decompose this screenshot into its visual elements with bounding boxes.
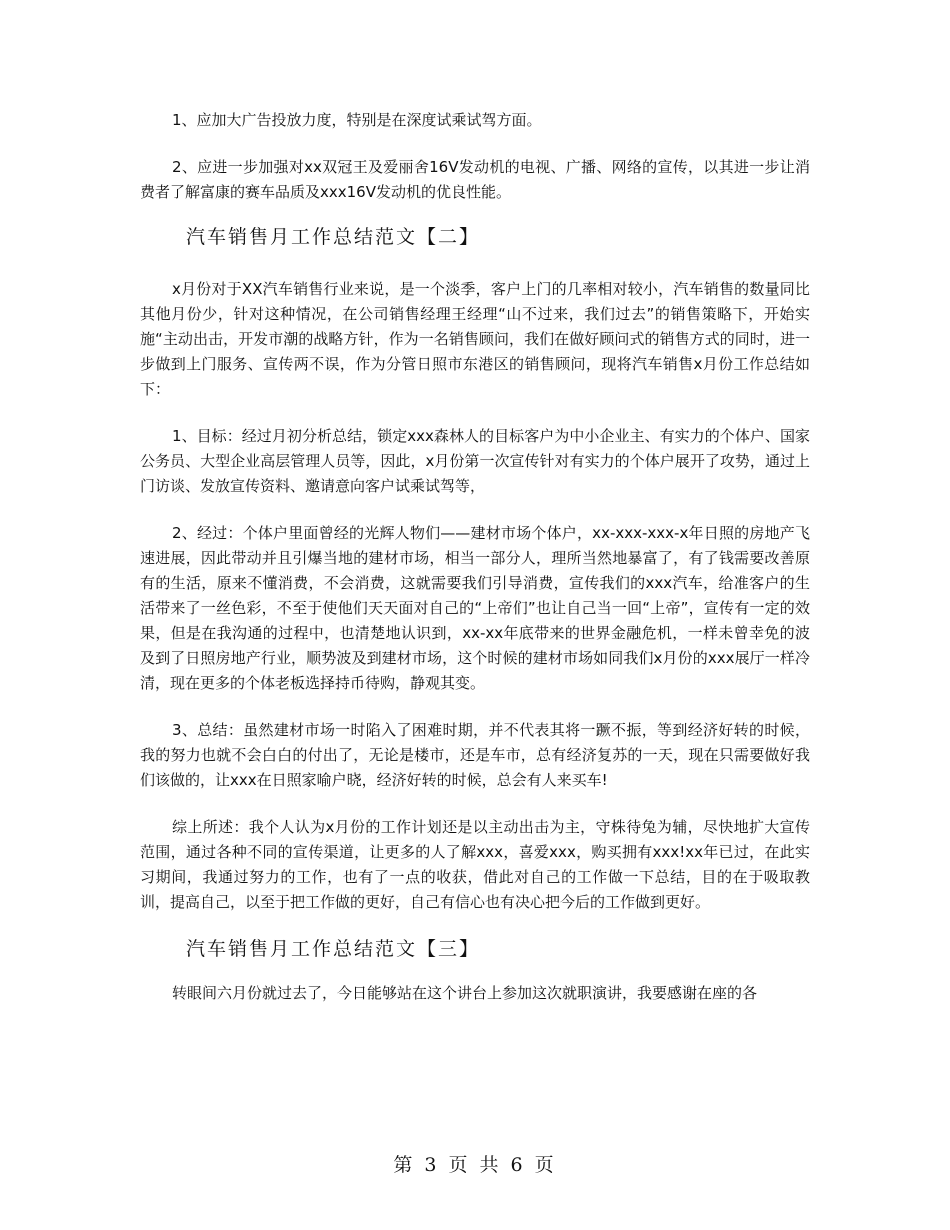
section-heading-2: 汽车销售月工作总结范文【二】 [186,226,481,248]
paragraph-5: 2、经过：个体户里面曾经的光辉人物们——建材市场个体户，xx-xxx-xxx-x年日照的房地产飞速进展，因此带动并且引爆当地的建材市场，相当一部分人，理所当然地暴富了，有了钱需要改善原有的生活，原来不懂消费，不会消费，这就需要我们引导消费，宣传我们的xxx汽车，给准客户的生活带来了一丝色彩，不至于使他们天天面对自己的“上帝们”也让自己当一回“上帝”，宣传有一定的效果，但是在我沟通的过程中，也清楚地认识到，xx-xx年底带来的世界金融危机，一样未曾幸免的波及到了日照房地产行业，顺势波及到建材市场，这个时候的建材市场如同我们x月份的xxx展厅一样冷清，现在更多的个体老板选择持币待购，静观其变。 [140,524,810,692]
paragraph-6: 3、总结：虽然建材市场一时陷入了困难时期，并不代表其将一蹶不振，等到经济好转的时候，我的努力也就不会白白的付出了，无论是楼市，还是车市，总有经济复苏的一天，现在只需要做好我们该做的，让xxx在日照家喻户晓，经济好转的时候，总会有人来买车! [140,721,810,789]
document-body [140,108,810,1006]
paragraph-1: 1、应加大广告投放力度，特别是在深度试乘试驾方面。 [172,111,542,129]
paragraph-8: 转眼间六月份就过去了，今日能够站在这个讲台上参加这次就职演讲，我要感谢在座的各 [172,984,758,1002]
paragraph-2: 2、应进一步加强对xx双冠王及爱丽舍16V发动机的电视、广播、网络的宣传，以其进一步让消费者了解富康的赛车品质及xxx16V发动机的优良性能。 [140,158,810,201]
paragraph-3: x月份对于XX汽车销售行业来说，是一个淡季，客户上门的几率相对较小，汽车销售的数量同比其他月份少，针对这种情况，在公司销售经理王经理“山不过来，我们过去”的销售策略下，开始实施“主动出击，开发市潮的战略方针，作为一名销售顾问，我们在做好顾问式的销售方式的同时，进一步做到上门服务、宣传两不误，作为分管日照市东港区的销售顾问，现将汽车销售x月份工作总结如下： [140,280,810,398]
section-heading-3: 汽车销售月工作总结范文【三】 [186,938,481,960]
page-number-footer: 第 3 页 共 6 页 [393,1154,557,1176]
paragraph-4: 1、目标：经过月初分析总结，锁定xxx森林人的目标客户为中小企业主、有实力的个体户、国家公务员、大型企业高层管理人员等，因此，x月份第一次宣传针对有实力的个体户展开了攻势，通过上门访谈、发放宣传资料、邀请意向客户试乘试驾等， [140,427,810,495]
paragraph-7: 综上所述：我个人认为x月份的工作计划还是以主动出击为主，守株待兔为辅，尽快地扩大宣传范围，通过各种不同的宣传渠道，让更多的人了解xxx，喜爱xxx，购买拥有xxx!xx年已过，在此实习期间，我通过努力的工作，也有了一点的收获，借此对自己的工作做一下总结，目的在于吸取教训，提高自己，以至于把工作做的更好，自己有信心也有决心把今后的工作做到更好。 [140,818,810,911]
